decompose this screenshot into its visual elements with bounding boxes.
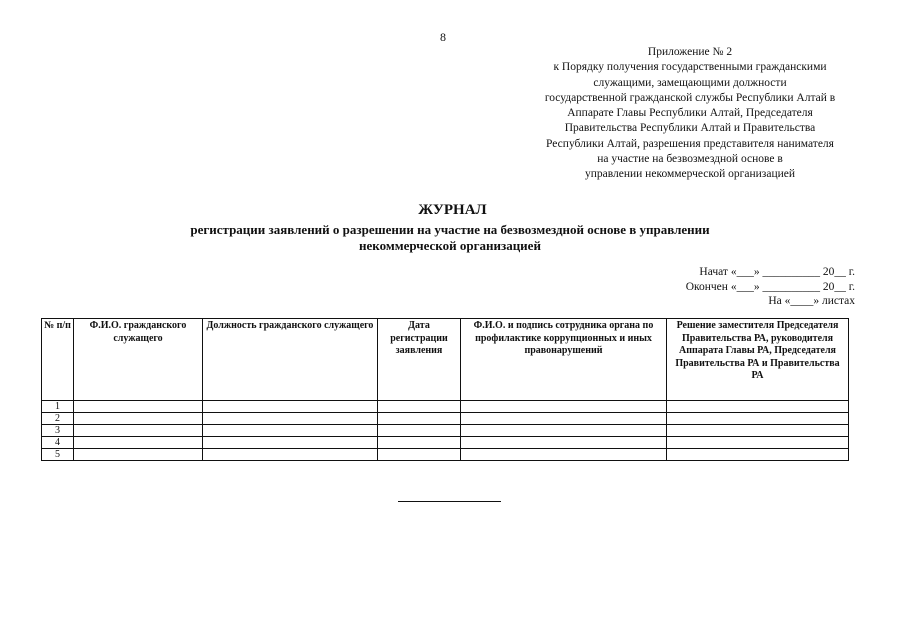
header-officer-signature: Ф.И.О. и подпись сотрудника органа по профилактике коррупционных и иных правонарушений [461,319,667,401]
page-number: 8 [440,30,446,44]
table-cell[interactable] [378,449,461,461]
table-cell[interactable] [667,437,849,449]
subtitle-line: некоммерческой организацией [359,238,541,253]
appendix-line: Аппарате Главы Республики Алтай, Председателя [567,107,813,120]
header-number: № п/п [42,319,74,401]
subtitle-line: регистрации заявлений о разрешении на участие на безвозмездной основе в управлении [190,222,710,237]
table-cell[interactable] [74,401,203,413]
table-row [42,425,849,437]
table-row [42,449,849,461]
footer-divider [398,501,501,502]
table-cell[interactable] [667,449,849,461]
header-decision: Решение заместителя Председателя Правительства РА, руководителя Аппарата Главы РА, Председателя Правительства РА и Правительства РА [667,319,849,401]
table-cell[interactable] [203,413,378,425]
table-row [42,413,849,425]
table-cell[interactable] [203,449,378,461]
table-cell[interactable] [667,401,849,413]
header-full-name: Ф.И.О. гражданского служащего [74,319,203,401]
appendix-line: Правительства Республики Алтай и Правительства [564,122,816,135]
table-cell[interactable] [74,425,203,437]
table-cell[interactable] [203,437,378,449]
table-cell[interactable] [378,437,461,449]
table-row [42,401,849,413]
row-number: 3 [42,425,74,437]
started-date-line: Начат «___» __________ 20__ г. [699,266,855,278]
table-cell[interactable] [461,425,667,437]
table-cell[interactable] [74,449,203,461]
table-cell[interactable] [74,413,203,425]
appendix-block [520,45,860,183]
row-number: 5 [42,449,74,461]
header-position: Должность гражданского служащего [203,319,378,401]
table-cell[interactable] [667,413,849,425]
row-number: 2 [42,413,74,425]
row-number: 1 [42,401,74,413]
table-cell[interactable] [461,437,667,449]
table-row [42,437,849,449]
table-cell[interactable] [203,401,378,413]
table-cell[interactable] [667,425,849,437]
appendix-line: Приложение № 2 [647,46,733,58]
table-cell[interactable] [461,413,667,425]
appendix-line: на участие на безвозмездной основе в [597,153,783,166]
row-number: 4 [42,437,74,449]
journal-table [41,318,849,461]
journal-meta [686,265,855,309]
table-cell[interactable] [378,401,461,413]
table-cell[interactable] [461,401,667,413]
table-cell[interactable] [203,425,378,437]
appendix-line: к Порядку получения государственными гражданскими [553,61,827,74]
document-title: ЖУРНАЛ [418,202,487,218]
sheets-count-line: На «____» листах [768,295,855,307]
table-cell[interactable] [378,413,461,425]
appendix-line: государственной гражданской службы Республики Алтай в [544,91,836,104]
ended-date-line: Окончен «___» __________ 20__ г. [685,280,855,293]
table-header-row [42,319,849,401]
appendix-line: служащими, замещающими должности [593,76,787,89]
document-subtitle [120,222,780,254]
table-cell[interactable] [74,437,203,449]
table-cell[interactable] [378,425,461,437]
header-registration-date: Дата регистрации заявления [378,319,461,401]
table-cell[interactable] [461,449,667,461]
appendix-line: Республики Алтай, разрешения представителя нанимателя [546,137,834,150]
appendix-line: управлении некоммерческой организацией [584,168,796,181]
